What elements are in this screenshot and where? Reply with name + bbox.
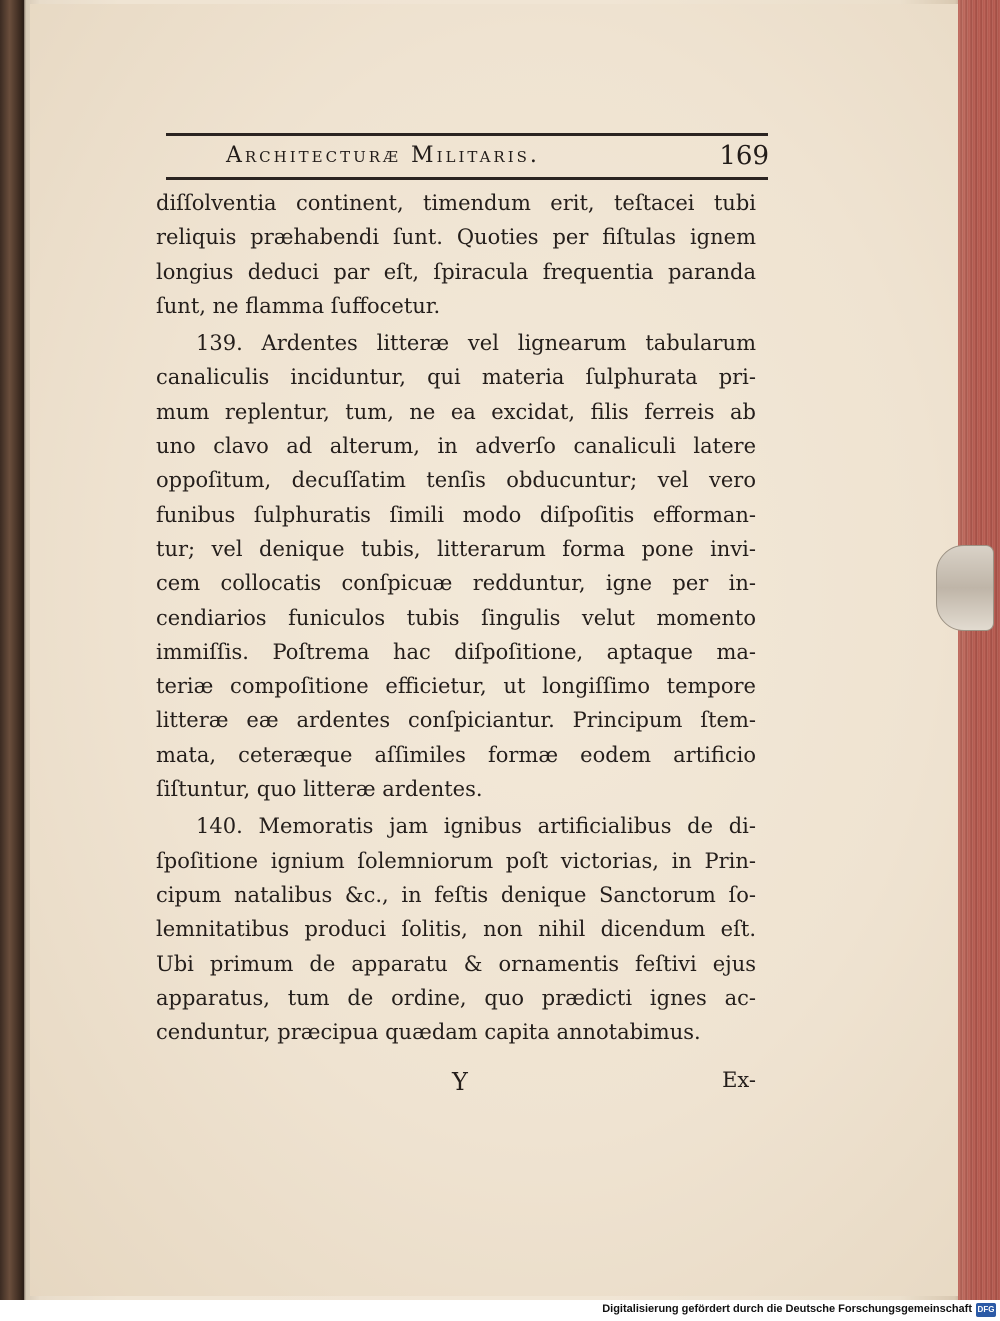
text-line: mata, ceteræque aſſimiles formæ eodem artificio: [156, 742, 756, 767]
text-line: Ubi primum de apparatu & ornamentis feſtivi ejus: [156, 951, 756, 976]
paragraph-start-139: 139. Ardentes litteræ vel lignearum tabularum: [196, 331, 756, 356]
page-number: 169: [719, 141, 769, 171]
body-text: [156, 186, 756, 1049]
book-spine-edge: [0, 0, 24, 1300]
text-line: litteræ eæ ardentes conſpiciantur. Principum ſtem-: [156, 708, 756, 733]
text-line: oppoſitum, decuſſatim tenſis obducuntur; vel vero: [156, 468, 756, 493]
signature-mark: Y: [452, 1068, 468, 1096]
text-line: apparatus, tum de ordine, quo prædicti ignes ac-: [156, 985, 756, 1010]
text-line: ſiſtuntur, quo litteræ ardentes.: [156, 777, 483, 802]
dfg-logo-icon: DFG: [976, 1303, 996, 1317]
text-line: teriæ compoſitione efficietur, ut longiſſimo tempore: [156, 674, 756, 699]
text-line: diſſolventia continent, timendum erit, teſtacei tubi: [156, 191, 756, 215]
text-line: reliquis præhabendi ſunt. Quoties per fiſtulas ignem: [156, 225, 756, 250]
text-line: cenduntur, præcipua quædam capita annotabimus.: [156, 1020, 701, 1045]
text-line: canaliculis inciduntur, qui materia ſulphurata pri-: [156, 365, 756, 390]
text-line: ſpoſitione ignium ſolemniorum poſt victorias, in Prin-: [156, 848, 756, 873]
page-footer: [156, 1068, 756, 1102]
text-line: immiſſis. Poſtrema hac diſpoſitione, aptaque ma-: [156, 639, 756, 664]
text-line: lemnitatibus produci ſolitis, non nihil dicendum eſt.: [156, 917, 756, 942]
credit-bar: [0, 1300, 1000, 1321]
header-rule-bottom: [166, 177, 768, 180]
funding-credit: Digitalisierung gefördert durch die Deutsche Forschungsgemeinschaft: [602, 1303, 972, 1315]
page-clip: [936, 545, 994, 631]
running-title: Architecturæ Militaris.: [226, 143, 540, 168]
text-line: uno clavo ad alterum, in adverſo canaliculi latere: [156, 434, 756, 459]
running-head: [226, 141, 769, 173]
text-line: cem collocatis conſpicuæ redduntur, igne per in-: [156, 571, 756, 596]
text-line: mum replentur, tum, ne ea excidat, filis ferreis ab: [156, 399, 756, 424]
text-line: funibus ſulphuratis ſimili modo diſpoſitis efforman-: [156, 502, 756, 527]
text-line: longius deduci par eſt, ſpiracula frequentia paranda: [156, 259, 756, 284]
text-line: cendiarios funiculos tubis ſingulis velut momento: [156, 605, 756, 630]
header-rule-top: [166, 133, 768, 136]
text-line: cipum natalibus &c., in feſtis denique Sanctorum ſo-: [156, 882, 756, 907]
text-line: ſunt, ne flamma ſuffocetur.: [156, 293, 441, 318]
book-fore-edge: [958, 0, 1000, 1300]
text-line: tur; vel denique tubis, litterarum forma pone invi-: [156, 536, 756, 561]
paragraph-start-140: 140. Memoratis jam ignibus artificialibus de di-: [196, 814, 756, 839]
catchword: Ex-: [722, 1068, 756, 1092]
